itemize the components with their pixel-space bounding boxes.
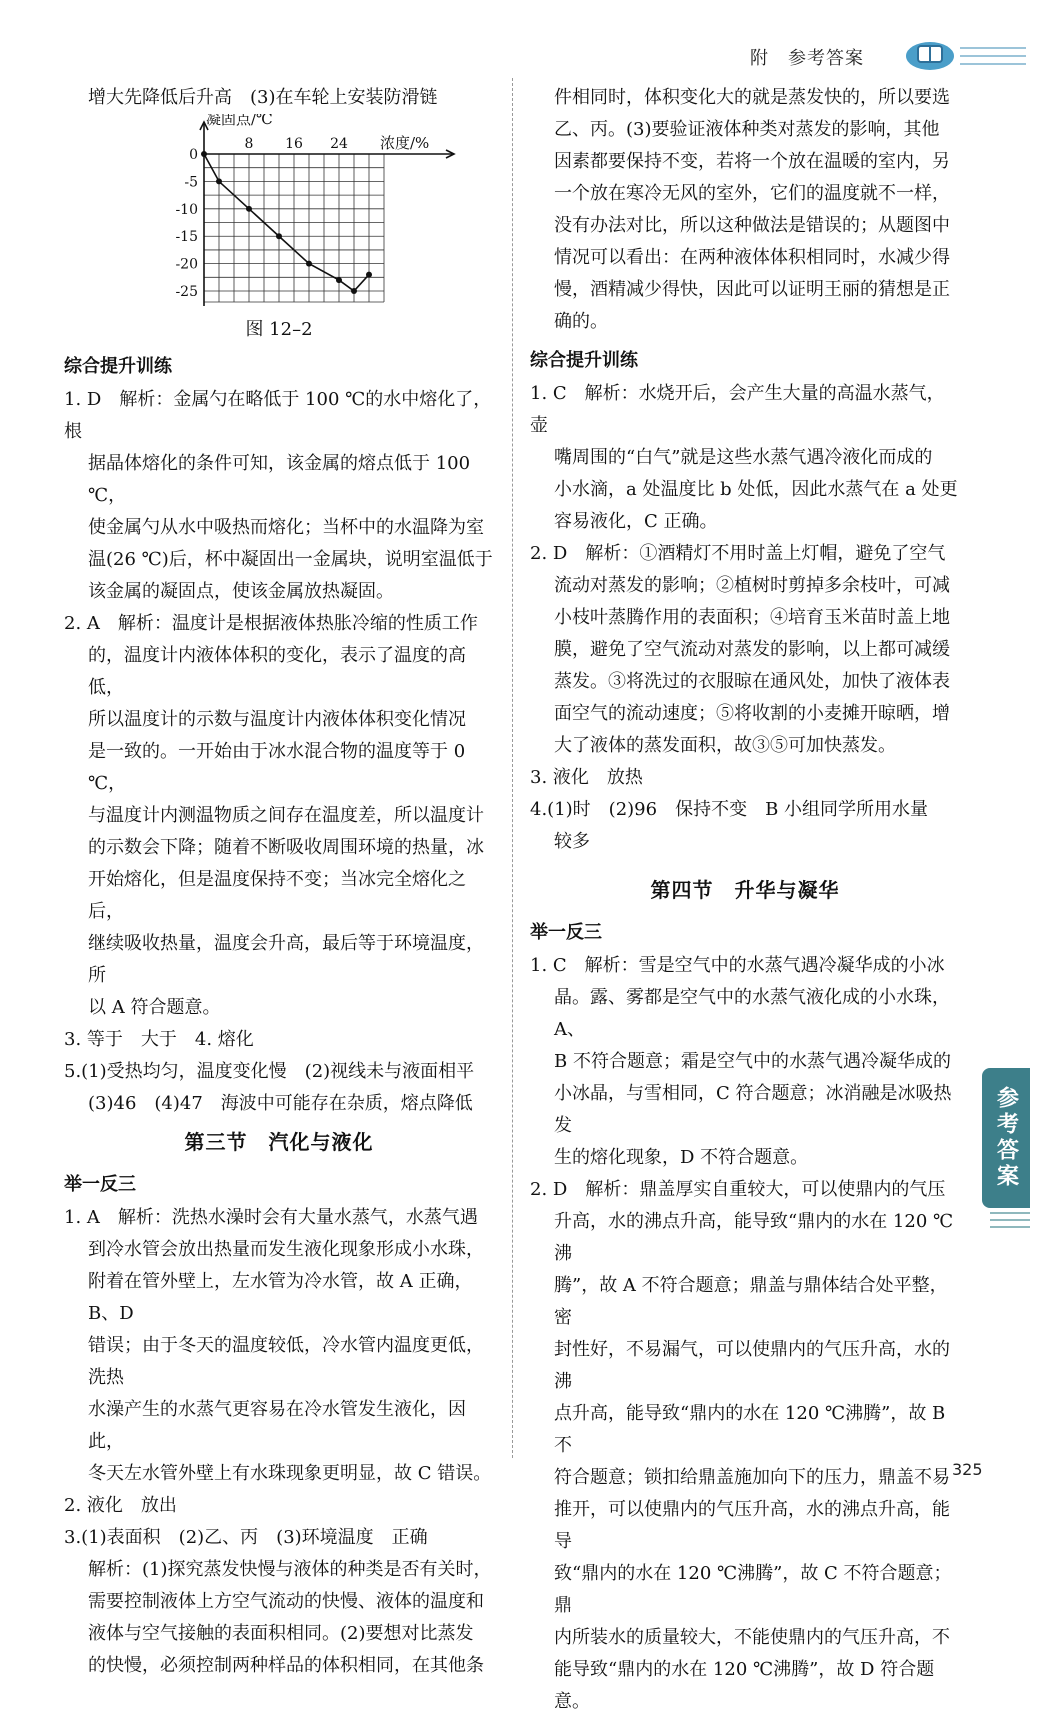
answer-block: [530, 794, 960, 858]
answer-text-line: 生的熔化现象，D 不符合题意。: [554, 1147, 809, 1168]
answer-text-line: 容易液化，C 正确。: [554, 511, 718, 532]
answer-text-line: 冬天左水管外壁上有水珠现象更明显，故 C 错误。: [88, 1463, 492, 1484]
answer-text-line: 1. A 解析：洗热水澡时会有大量水蒸气，水蒸气遇: [64, 1207, 478, 1228]
answer-text-line: 面空气的流动速度；⑤将收割的小麦摊开晾晒，增: [554, 703, 950, 724]
y-tick-label: -10: [175, 201, 198, 218]
answer-line: 3. 液化 放热: [530, 767, 643, 788]
y-tick-label: -15: [175, 229, 198, 246]
answer-text-line: 解析：(1)探究蒸发快慢与液体的种类是否有关时，: [88, 1559, 492, 1580]
answer-text-line: 该金属的凝固点，使该金属放热凝固。: [88, 581, 394, 602]
book-logo-icon: [900, 34, 1030, 78]
answer-text-line: 的快慢，必须控制两种样品的体积相同，在其他条: [88, 1655, 484, 1676]
y-tick-label: -25: [175, 284, 198, 301]
data-point: [306, 261, 312, 267]
answer-text-line: 开始熔化，但是温度保持不变；当冰完全熔化之后，: [88, 869, 466, 922]
answer-text-line: 的示数会下降；随着不断吸收周围环境的热量，冰: [88, 837, 484, 858]
answer-text-line: 使金属勺从水中吸热而熔化；当杯中的水温降为室: [88, 517, 484, 538]
right-column: [530, 82, 960, 1718]
data-point: [276, 233, 282, 239]
answer-text-line: 液体与空气接触的表面积相同。(2)要想对比蒸发: [88, 1623, 474, 1644]
answer-text-line: 膜，避免了空气流动对蒸发的影响，以上都可减缓: [554, 639, 950, 660]
page-number: 325: [952, 1460, 983, 1479]
section-heading-practice: 举一反三: [64, 1174, 136, 1195]
section-title: 第三节 汽化与液化: [184, 1130, 374, 1154]
answer-text-line: 2. A 解析：温度计是根据液体热胀冷缩的性质工作: [64, 613, 478, 634]
answer-text-line: 的，温度计内液体体积的变化，表示了温度的高低，: [88, 645, 466, 698]
answer-text-line: 升高，水的沸点升高，能导致“鼎内的水在 120 ℃沸: [554, 1211, 954, 1264]
answer-text-line: 5.(1)受热均匀，温度变化慢 (2)视线未与液面相平: [64, 1061, 475, 1082]
x-tick-label: 16: [285, 136, 303, 152]
answer-block: [530, 1174, 960, 1718]
answer-text-line: 小枝叶蒸腾作用的表面积；④培育玉米苗时盖上地: [554, 607, 950, 628]
answer-text-line: 据晶体熔化的条件可知，该金属的熔点低于 100 ℃，: [88, 453, 471, 506]
answer-text-line: 2. D 解析：①酒精灯不用时盖上灯帽，避免了空气: [530, 543, 946, 564]
answer-text-line: 晶。露、雾都是空气中的水蒸气液化成的小水珠，A、: [554, 987, 950, 1040]
answer-text-line: 较多: [554, 831, 590, 852]
answer-text-line: 所以温度计的示数与温度计内液体体积变化情况: [88, 709, 466, 730]
answer-text-line: 蒸发。③将洗过的衣服晾在通风处，加快了液体表: [554, 671, 950, 692]
intro-line: 增大先降低后升高 (3)在车轮上安装防滑链: [88, 87, 438, 108]
answer-text-line: 继续吸收热量，温度会升高，最后等于环境温度，所: [88, 933, 484, 986]
answer-text-line: 1. C 解析：雪是空气中的水蒸气遇冷凝华成的小冰: [530, 955, 945, 976]
answer-block: [530, 950, 960, 1174]
figure-caption: 图 12–2: [245, 319, 313, 340]
answer-text-line: 与温度计内测温物质之间存在温度差，所以温度计: [88, 805, 484, 826]
section-heading-comprehensive: 综合提升训练: [64, 356, 172, 377]
answer-text-line: 4.(1)时 (2)96 保持不变 B 小组同学所用水量: [530, 799, 929, 820]
answer-text-line: 情况可以看出：在两种液体体积相同时，水减少得: [554, 247, 950, 268]
section-heading-comprehensive: 综合提升训练: [530, 350, 638, 371]
data-point: [201, 151, 207, 157]
answer-text-line: 2. D 解析：鼎盖厚实自重较大，可以使鼎内的气压: [530, 1179, 946, 1200]
answer-text-line: 推开，可以使鼎内的气压升高，水的沸点升高，能导: [554, 1499, 950, 1552]
answer-block: [64, 1522, 494, 1682]
data-point: [246, 206, 252, 212]
answer-text-line: 是一致的。一开始由于冰水混合物的温度等于 0 ℃，: [88, 741, 466, 794]
answer-text-line: 到冷水管会放出热量而发生液化现象形成小水珠，: [88, 1239, 484, 1260]
answer-text-line: 小水滴，a 处温度比 b 处低，因此水蒸气在 a 处更: [554, 479, 958, 500]
answer-block: [64, 608, 494, 1024]
y-tick-label: 0: [189, 147, 198, 163]
data-point: [216, 178, 222, 184]
answer-text-line: 错误；由于冬天的温度较低，冷水管内温度更低，洗热: [88, 1335, 484, 1388]
x-axis-label: 浓度/%: [380, 134, 430, 152]
answer-text-line: 点升高，能导致“鼎内的水在 120 ℃沸腾”，故 B 不: [554, 1403, 946, 1456]
answer-block: [64, 1202, 494, 1490]
data-point: [336, 277, 342, 283]
header-label: 附 参考答案: [750, 48, 864, 69]
answer-text-line: 流动对蒸发的影响；②植树时剪掉多余枝叶，可减: [554, 575, 950, 596]
answer-text-line: B 不符合题意；霜是空气中的水蒸气遇冷凝华成的: [554, 1051, 951, 1072]
answer-text-line: 内所装水的质量较大，不能使鼎内的气压升高，不: [554, 1627, 950, 1648]
answer-text-line: 致“鼎内的水在 120 ℃沸腾”，故 C 不符合题意；鼎: [554, 1563, 952, 1616]
section-heading-practice: 举一反三: [530, 922, 602, 943]
answer-block: [530, 378, 960, 538]
x-tick-label: 24: [330, 136, 348, 152]
answer-block: [530, 538, 960, 762]
answer-block: [530, 82, 960, 338]
column-divider: [512, 78, 513, 1458]
answer-text-line: 乙、丙。(3)要验证液体种类对蒸发的影响，其他: [554, 119, 940, 140]
answer-line: 3. 等于 大于 4. 熔化: [64, 1029, 254, 1050]
y-axis-label: 凝固点/℃: [206, 114, 273, 128]
answer-text-line: 封性好，不易漏气，可以使鼎内的气压升高，水的沸: [554, 1339, 950, 1392]
answer-text-line: 1. D 解析：金属勺在略低于 100 ℃的水中熔化了，根: [64, 389, 492, 442]
answer-text-line: 确的。: [554, 311, 608, 332]
answer-text-line: 小冰晶，与雪相同，C 符合题意；冰消融是冰吸热发: [554, 1083, 952, 1136]
answer-text-line: 大了液体的蒸发面积，故③⑤可加快蒸发。: [554, 735, 896, 756]
answer-text-line: 件相同时，体积变化大的就是蒸发快的，所以要选: [554, 87, 950, 108]
answer-text-line: 以 A 符合题意。: [88, 997, 221, 1018]
section-title: 第四节 升华与凝华: [650, 878, 840, 902]
x-tick-label: 8: [244, 136, 254, 152]
chart-svg: [64, 114, 494, 314]
answer-text-line: 1. C 解析：水烧开后，会产生大量的高温水蒸气，壶: [530, 383, 945, 436]
answer-block: [64, 1056, 494, 1120]
answer-text-line: 没有办法对比，所以这种做法是错误的；从题图中: [554, 215, 950, 236]
answer-text-line: 因素都要保持不变，若将一个放在温暖的室内，另: [554, 151, 950, 172]
answer-text-line: 附着在管外壁上，左水管为冷水管，故 A 正确，B、D: [88, 1271, 473, 1324]
y-tick-label: -5: [184, 174, 198, 191]
data-point: [366, 272, 372, 278]
answer-text-line: 符合题意；锁扣给鼎盖施加向下的压力，鼎盖不易: [554, 1467, 950, 1488]
answer-line: 2. 液化 放出: [64, 1495, 177, 1516]
answer-text-line: 温(26 ℃)后，杯中凝固出一金属块，说明室温低于: [88, 549, 493, 570]
answer-text-line: 水澡产生的水蒸气更容易在冷水管发生液化，因此，: [88, 1399, 466, 1452]
answer-text-line: 能导致“鼎内的水在 120 ℃沸腾”，故 D 符合题意。: [554, 1659, 935, 1712]
left-column: [64, 82, 494, 1682]
answer-text-line: (3)46 (4)47 海波中可能存在杂质，熔点降低: [88, 1093, 473, 1114]
y-tick-label: -20: [175, 256, 198, 273]
answer-text-line: 嘴周围的“白气”就是这些水蒸气遇冷液化而成的: [554, 447, 933, 468]
answer-block: [64, 384, 494, 608]
side-tab-decoration: [990, 1212, 1030, 1233]
side-tab: 参考答案: [982, 1068, 1030, 1208]
answer-text-line: 3.(1)表面积 (2)乙、丙 (3)环境温度 正确: [64, 1527, 428, 1548]
answer-text-line: 需要控制液体上方空气流动的快慢、液体的温度和: [88, 1591, 484, 1612]
freezing-point-chart: [64, 114, 494, 314]
data-point: [351, 288, 357, 294]
answer-text-line: 慢，酒精减少得快，因此可以证明王丽的猜想是正: [554, 279, 950, 300]
answer-text-line: 一个放在寒冷无风的室外，它们的温度就不一样，: [554, 183, 950, 204]
answer-text-line: 腾”，故 A 不符合题意；鼎盖与鼎体结合处平整，密: [554, 1275, 948, 1328]
